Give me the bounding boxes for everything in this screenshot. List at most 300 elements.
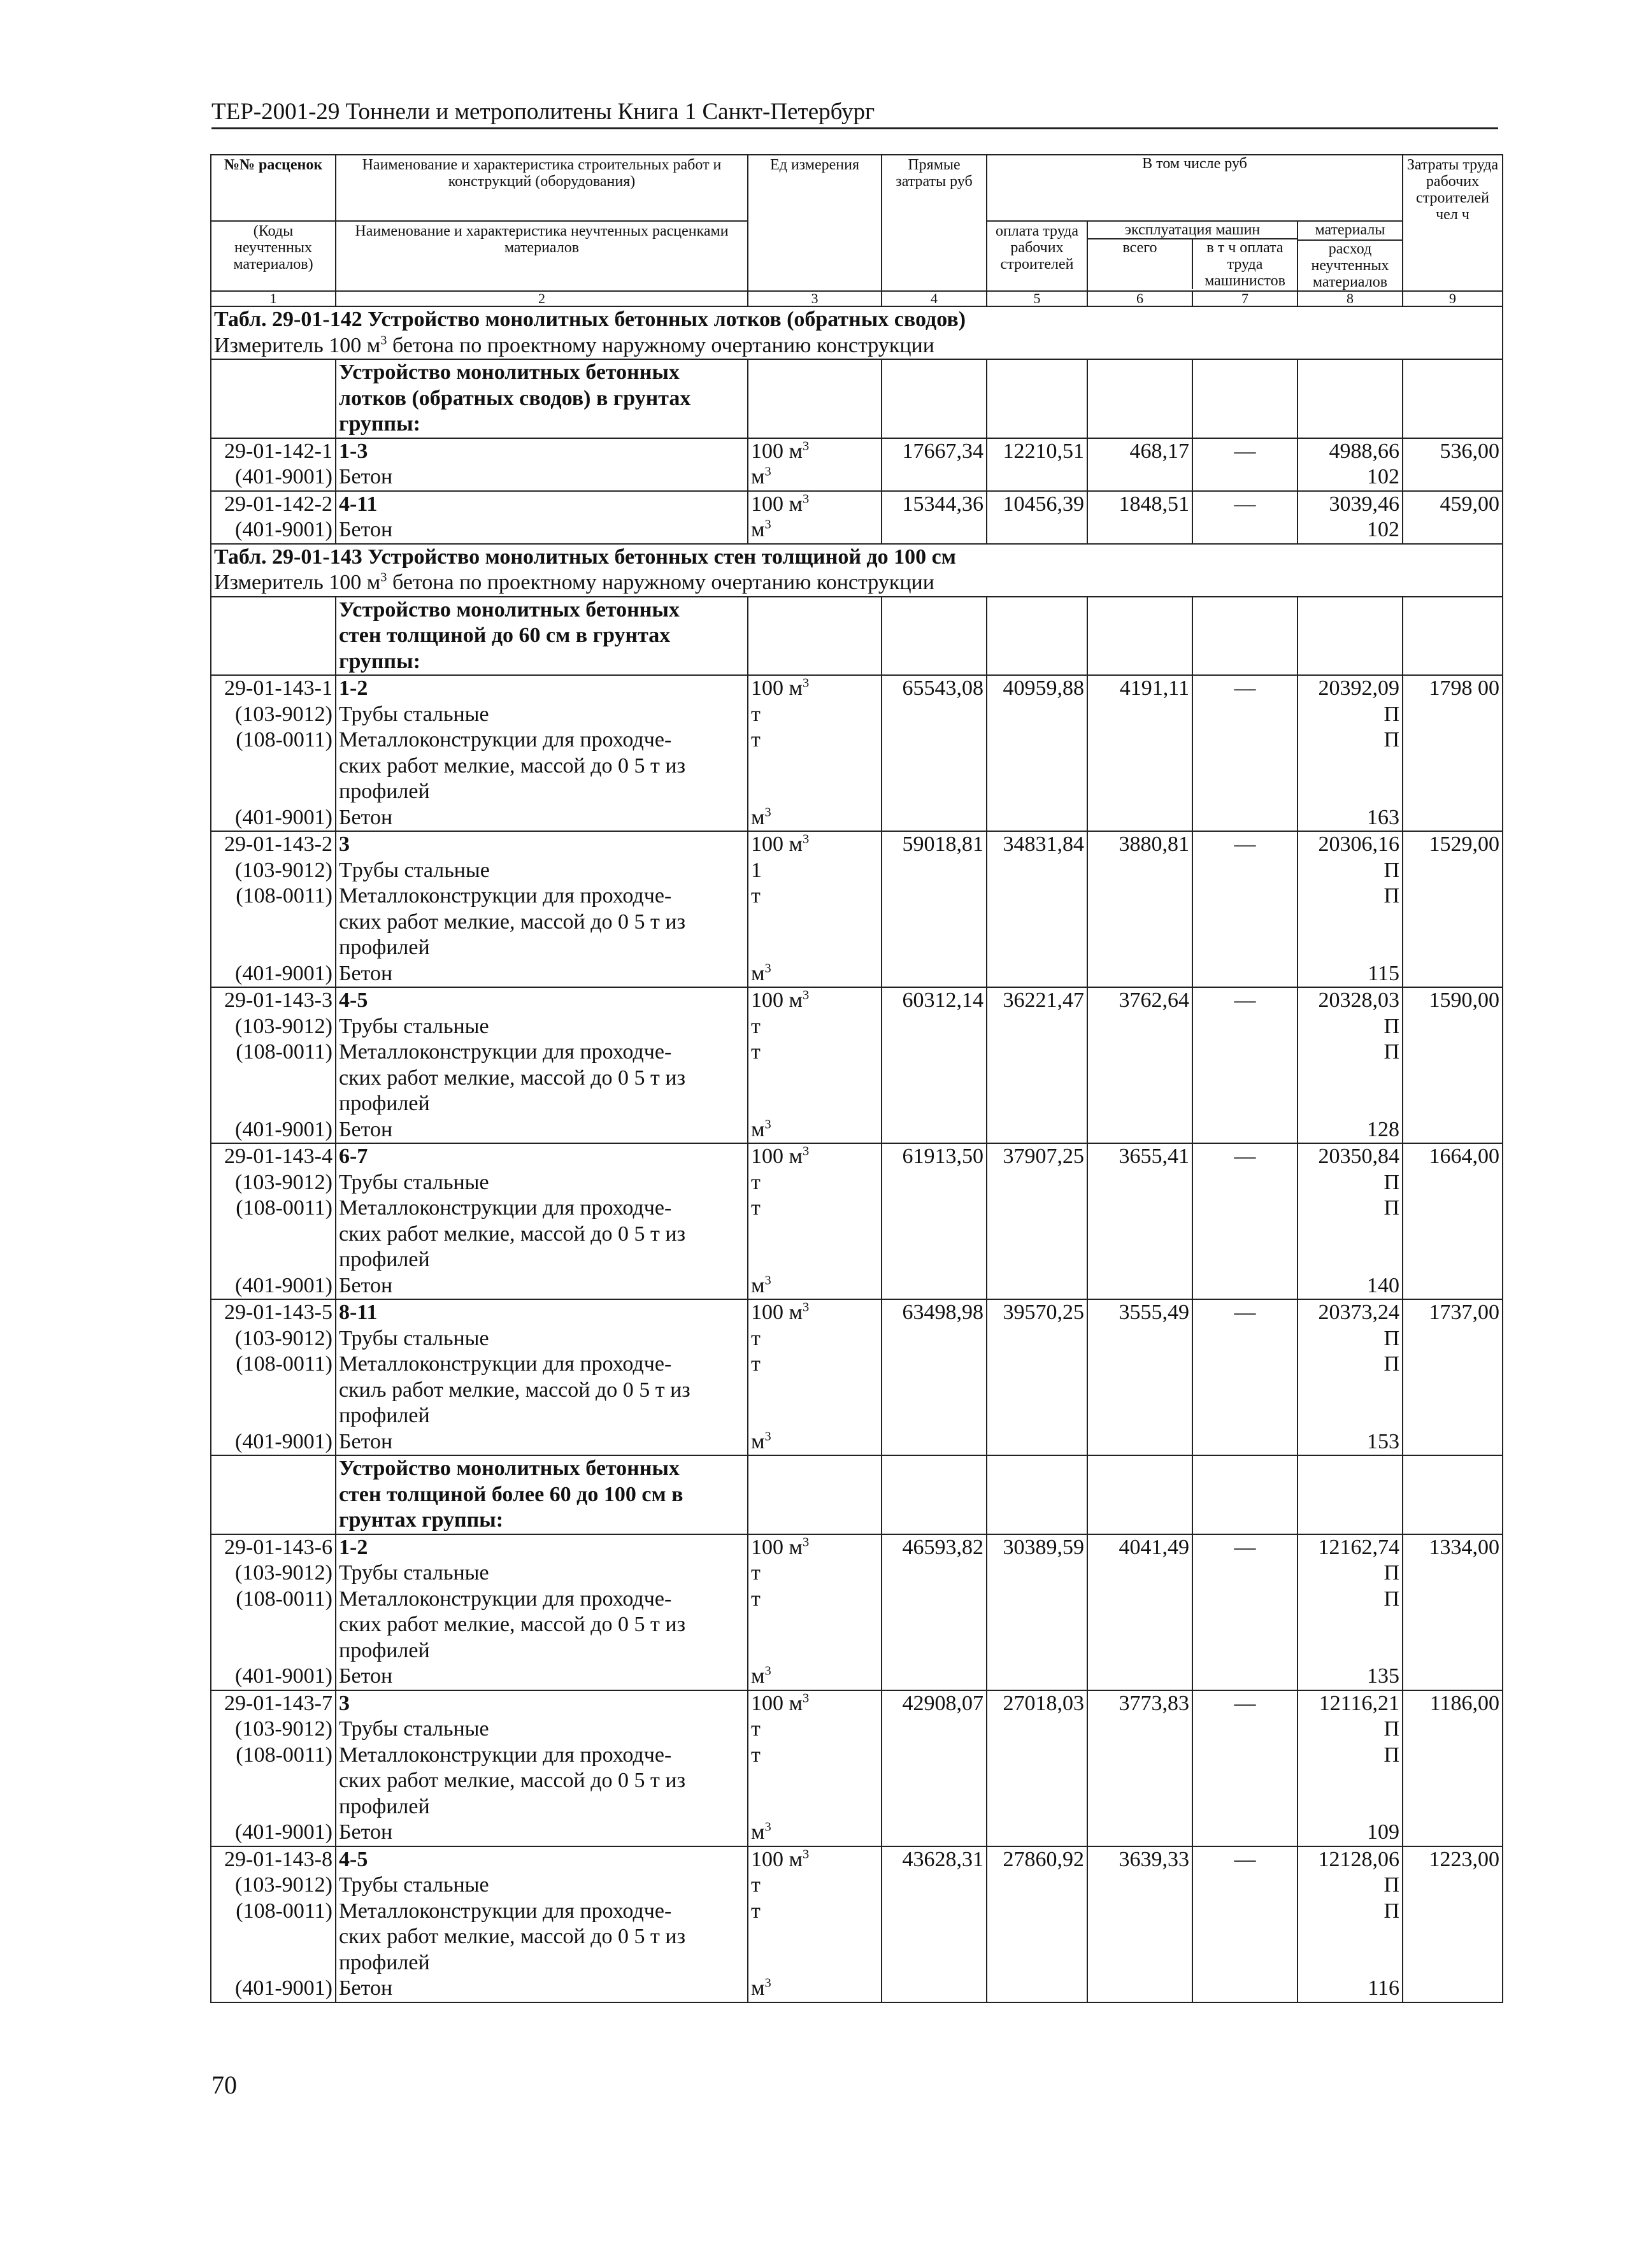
labor-pay: 27018,03 — [987, 1690, 1087, 1717]
direct-costs: 15344,36 — [882, 491, 987, 518]
material-consumption: П — [1298, 1716, 1403, 1743]
measure-text: бетона по проектному наружному очертанию конструкции — [387, 571, 934, 594]
material-consumption-text: П — [1383, 1899, 1399, 1923]
column-number-row — [211, 291, 1503, 306]
material-consumption — [1298, 1587, 1403, 1664]
material-unit — [748, 1664, 882, 1690]
group-heading-row — [211, 1455, 1503, 1534]
col-header-unit: Ед измерения — [748, 155, 882, 291]
material-row — [211, 883, 1503, 961]
unit-text: м — [751, 465, 765, 489]
section-header — [211, 544, 1503, 597]
col-header-materials — [1298, 221, 1403, 291]
material-code-text: (108-0011) — [236, 1587, 332, 1611]
labor-pay: 39570,25 — [987, 1299, 1087, 1326]
material-code: (401-9001) — [211, 464, 336, 491]
rate-unit — [748, 987, 882, 1014]
material-code: (401-9001) — [211, 1273, 336, 1300]
material-consumption: 128 — [1298, 1117, 1403, 1144]
material-code-text: (108-0011) — [236, 1743, 332, 1767]
rate-unit — [748, 1143, 882, 1170]
material-code: (103-9012) — [211, 702, 336, 728]
material-unit — [748, 702, 882, 728]
labor-hours: 536,00 — [1403, 438, 1503, 465]
labor-pay: 10456,39 — [987, 491, 1087, 518]
material-name — [336, 1664, 748, 1690]
group-heading-line: группы: — [339, 412, 420, 436]
material-name-line: профилей — [339, 1794, 430, 1818]
column-number: 2 — [336, 291, 748, 306]
group-heading-line: лотков (обратных сводов) в грунтах — [339, 386, 691, 410]
rate-row — [211, 491, 1503, 518]
material-unit — [748, 464, 882, 491]
material-name-line: профилей — [339, 1248, 430, 1271]
superscript: 3 — [803, 1691, 810, 1706]
material-code: (401-9001) — [211, 1820, 336, 1846]
material-name-text: Трубы стальные — [339, 1014, 489, 1038]
material-row — [211, 1117, 1503, 1144]
material-code — [211, 1039, 336, 1117]
table-body — [211, 306, 1503, 2002]
material-name-line: профилей — [339, 1950, 430, 1974]
material-consumption-text: П — [1383, 1743, 1399, 1767]
group-heading-line: стен толщиной более 60 до 100 см в — [339, 1482, 683, 1506]
material-unit — [748, 883, 882, 961]
group-heading-row — [211, 359, 1503, 438]
rate-row — [211, 675, 1503, 702]
material-code: (103-9012) — [211, 1560, 336, 1587]
superscript: 3 — [764, 1429, 771, 1444]
rate-soil-group: 1-2 — [336, 675, 748, 702]
superscript: 3 — [764, 464, 771, 479]
machines-total: 3773,83 — [1087, 1690, 1192, 1717]
rate-code: 29-01-143-3 — [211, 987, 336, 1014]
rate-code: 29-01-143-4 — [211, 1143, 336, 1170]
material-name-text: Бетон — [339, 1664, 393, 1688]
unit-text: т — [751, 1040, 761, 1064]
rate-code: 29-01-143-7 — [211, 1690, 336, 1717]
material-code — [211, 1899, 336, 1976]
material-row — [211, 1820, 1503, 1846]
section-measure — [214, 333, 1499, 359]
material-name — [336, 858, 748, 884]
material-row — [211, 1170, 1503, 1196]
machines-total: 3639,33 — [1087, 1846, 1192, 1873]
column-number: 3 — [748, 291, 882, 306]
rate-row — [211, 1690, 1503, 1717]
machines-total: 4041,49 — [1087, 1534, 1192, 1561]
labor-hours: 1186,00 — [1403, 1690, 1503, 1717]
material-unit — [748, 1039, 882, 1117]
unit-text: м — [751, 961, 765, 985]
material-unit — [748, 1273, 882, 1300]
machines-total: 3655,41 — [1087, 1143, 1192, 1170]
material-consumption-text: П — [1383, 1040, 1399, 1064]
superscript: 3 — [764, 1273, 771, 1288]
rate-soil-group: 3 — [336, 831, 748, 858]
material-unit — [748, 1429, 882, 1456]
machines-operator-pay: — — [1192, 675, 1298, 702]
material-name-line: Металлоконструкции для проходче- — [339, 1196, 672, 1220]
labor-hours: 1737,00 — [1403, 1299, 1503, 1326]
materials-cost: 20350,84 — [1298, 1143, 1403, 1170]
materials-cost: 20306,16 — [1298, 831, 1403, 858]
unit-text: м — [751, 1117, 765, 1141]
unit-text: 100 м — [751, 1145, 803, 1168]
unit-text: м — [751, 1664, 765, 1688]
materials-cost: 3039,46 — [1298, 491, 1403, 518]
group-heading — [336, 1455, 748, 1534]
material-name-line: ских работ мелкие, массой до 0 5 т из — [339, 1613, 686, 1636]
superscript: 3 — [380, 333, 387, 348]
material-name — [336, 1273, 748, 1300]
material-unit — [748, 1326, 882, 1352]
unit-text: 100 м — [751, 1301, 803, 1324]
labor-hours: 1664,00 — [1403, 1143, 1503, 1170]
materials-cost: 20328,03 — [1298, 987, 1403, 1014]
machines-total: 3762,64 — [1087, 987, 1192, 1014]
section-title: Табл. 29-01-142 Устройство монолитных бетонных лотков (обратных сводов) — [214, 308, 966, 331]
material-unit — [748, 1716, 882, 1743]
material-row — [211, 1429, 1503, 1456]
column-number: 5 — [987, 291, 1087, 306]
machines-total: 4191,11 — [1087, 675, 1192, 702]
column-number: 4 — [882, 291, 987, 306]
material-name-line: Металлоконструкции для проходче- — [339, 884, 672, 908]
material-row — [211, 1014, 1503, 1040]
col-header-machines-sub — [1088, 239, 1297, 289]
material-code: (401-9001) — [211, 805, 336, 832]
material-name-line: Металлоконструкции для проходче- — [339, 1587, 672, 1611]
group-heading-line: Устройство монолитных бетонных — [339, 597, 680, 622]
material-unit — [748, 1872, 882, 1899]
material-name-line: профилей — [339, 1638, 430, 1662]
unit-text: т — [751, 1196, 761, 1220]
unit-text: 1 — [751, 858, 762, 882]
material-consumption-text: П — [1383, 1587, 1399, 1611]
material-consumption: П — [1298, 1872, 1403, 1899]
col-header-machines-total: всего — [1088, 239, 1193, 289]
material-name-text: Бетон — [339, 961, 393, 985]
material-name-line: ских работ мелкие, массой до 0 5 т из — [339, 753, 686, 778]
unit-text: 100 м — [751, 439, 803, 463]
material-name-line: профилей — [339, 936, 430, 959]
material-code: (103-9012) — [211, 1326, 336, 1352]
unit-text: 100 м — [751, 988, 803, 1012]
group-heading-line: стен толщиной до 60 см в грунтах — [339, 624, 671, 647]
material-consumption: 135 — [1298, 1664, 1403, 1690]
unit-text: т — [751, 1561, 761, 1585]
direct-costs: 59018,81 — [882, 831, 987, 858]
material-consumption — [1298, 883, 1403, 961]
section-header-row — [211, 544, 1503, 597]
material-name — [336, 464, 748, 491]
machines-operator-pay: — — [1192, 1299, 1298, 1326]
material-consumption: П — [1298, 1560, 1403, 1587]
unit-text: м — [751, 1820, 765, 1844]
material-name-text: Трубы стальные — [339, 702, 489, 726]
labor-hours: 1334,00 — [1403, 1534, 1503, 1561]
material-unit — [748, 1170, 882, 1196]
page-number: 70 — [211, 2071, 237, 2099]
superscript: 3 — [803, 1535, 810, 1550]
material-unit — [748, 1014, 882, 1040]
material-row — [211, 1587, 1503, 1664]
material-name — [336, 1326, 748, 1352]
material-name — [336, 1039, 748, 1117]
material-name — [336, 1976, 748, 2002]
material-consumption — [1298, 1195, 1403, 1273]
rate-soil-group: 1-3 — [336, 438, 748, 465]
rate-unit — [748, 1846, 882, 1873]
superscript: 3 — [764, 805, 771, 820]
material-code — [211, 1743, 336, 1820]
direct-costs: 43628,31 — [882, 1846, 987, 1873]
labor-pay: 30389,59 — [987, 1534, 1087, 1561]
material-code: (103-9012) — [211, 858, 336, 884]
material-unit — [748, 1899, 882, 1976]
material-name — [336, 1352, 748, 1429]
material-consumption: П — [1298, 1014, 1403, 1040]
machines-total: 468,17 — [1087, 438, 1192, 465]
superscript: 3 — [380, 570, 387, 585]
material-name-line: профилей — [339, 1092, 430, 1115]
material-code: (401-9001) — [211, 1117, 336, 1144]
unit-text: т — [751, 1170, 761, 1194]
rate-code: 29-01-142-1 — [211, 438, 336, 465]
unit-text: 100 м — [751, 492, 803, 516]
rate-code: 29-01-143-5 — [211, 1299, 336, 1326]
rate-soil-group: 3 — [336, 1690, 748, 1717]
labor-pay: 27860,92 — [987, 1846, 1087, 1873]
material-consumption: 102 — [1298, 517, 1403, 544]
labor-hours: 1798 00 — [1403, 675, 1503, 702]
material-name — [336, 1429, 748, 1456]
material-row — [211, 858, 1503, 884]
material-name — [336, 1872, 748, 1899]
material-consumption — [1298, 1039, 1403, 1117]
material-row — [211, 1899, 1503, 1976]
material-name-line: Металлоконструкции для проходче- — [339, 1040, 672, 1064]
material-name-text: Трубы стальные — [339, 1717, 489, 1741]
material-name-line: скиљ работ мелкие, массой до 0 5 т из — [339, 1378, 690, 1402]
unit-text: м — [751, 1976, 765, 2000]
group-heading — [336, 597, 748, 676]
unit-text: 100 м — [751, 1691, 803, 1715]
material-name-line: ских работ мелкие, массой до 0 5 т из — [339, 909, 686, 934]
machines-total: 1848,51 — [1087, 491, 1192, 518]
material-code-text: (108-0011) — [236, 1040, 332, 1064]
unit-text: т — [751, 728, 761, 752]
column-number: 8 — [1298, 291, 1403, 306]
material-unit — [748, 1352, 882, 1429]
rate-code: 29-01-143-2 — [211, 831, 336, 858]
material-row — [211, 464, 1503, 491]
col-header-work-name: Наименование и характеристика строительных работ и конструкций (оборудования) — [336, 155, 748, 221]
superscript: 3 — [764, 1117, 771, 1132]
material-code: (401-9001) — [211, 961, 336, 988]
material-unit — [748, 1820, 882, 1846]
machines-operator-pay: — — [1192, 1690, 1298, 1717]
material-name-line: профилей — [339, 1404, 430, 1427]
labor-pay: 36221,47 — [987, 987, 1087, 1014]
material-row — [211, 1560, 1503, 1587]
col-header-machines-operators: в т ч оплата труда машинистов — [1205, 239, 1285, 289]
rate-unit — [748, 675, 882, 702]
unit-text: т — [751, 1717, 761, 1741]
material-unit — [748, 1587, 882, 1664]
material-code: (103-9012) — [211, 1014, 336, 1040]
rate-unit — [748, 491, 882, 518]
material-code-text: (108-0011) — [236, 1352, 332, 1376]
material-consumption-text: П — [1383, 884, 1399, 908]
material-name-line: Металлоконструкции для проходче- — [339, 1743, 672, 1767]
material-row — [211, 1872, 1503, 1899]
table-header — [211, 155, 1503, 306]
material-code: (401-9001) — [211, 517, 336, 544]
column-number: 1 — [211, 291, 336, 306]
col-header-material-codes: (Коды неучтенных материалов) — [211, 221, 336, 291]
unit-text: м — [751, 1429, 765, 1453]
material-name-text: Бетон — [339, 1429, 393, 1453]
material-name-text: Бетон — [339, 1273, 393, 1297]
material-consumption: 102 — [1298, 464, 1403, 491]
group-heading — [336, 359, 748, 438]
material-consumption: П — [1298, 1326, 1403, 1352]
unit-text: 100 м — [751, 832, 803, 856]
materials-cost: 12162,74 — [1298, 1534, 1403, 1561]
rate-unit — [748, 438, 882, 465]
superscript: 3 — [764, 1976, 771, 1990]
rate-soil-group: 4-11 — [336, 491, 748, 518]
col-header-labor-hours: Затраты труда рабочих строителей чел ч — [1403, 155, 1503, 291]
direct-costs: 60312,14 — [882, 987, 987, 1014]
material-consumption: П — [1298, 702, 1403, 728]
unit-text: т — [751, 1899, 761, 1923]
rate-soil-group: 4-5 — [336, 1846, 748, 1873]
material-consumption: 140 — [1298, 1273, 1403, 1300]
superscript: 3 — [803, 492, 810, 506]
rate-soil-group: 4-5 — [336, 987, 748, 1014]
group-heading-line: группы: — [339, 649, 420, 673]
material-name-line: ских работ мелкие, массой до 0 5 т из — [339, 1925, 686, 1948]
material-name-text: Бетон — [339, 1820, 393, 1844]
section-header — [211, 306, 1503, 359]
group-heading-row — [211, 597, 1503, 676]
material-name — [336, 805, 748, 832]
section-measure — [214, 570, 1499, 596]
superscript: 3 — [803, 1847, 810, 1862]
labor-hours: 1529,00 — [1403, 831, 1503, 858]
rate-unit — [748, 831, 882, 858]
material-code — [211, 727, 336, 805]
material-consumption: 163 — [1298, 805, 1403, 832]
material-row — [211, 727, 1503, 805]
column-number: 7 — [1192, 291, 1298, 306]
material-consumption — [1298, 1743, 1403, 1820]
running-header: ТЕР-2001-29 Тоннели и метрополитены Книга 1 Санкт-Петербург — [211, 98, 1498, 129]
column-number: 6 — [1087, 291, 1192, 306]
material-consumption: 116 — [1298, 1976, 1403, 2002]
material-name — [336, 1743, 748, 1820]
material-consumption — [1298, 1352, 1403, 1429]
material-name-text: Tрубы стальные — [339, 858, 490, 882]
rate-row — [211, 987, 1503, 1014]
rate-code: 29-01-143-8 — [211, 1846, 336, 1873]
material-consumption — [1298, 1899, 1403, 1976]
direct-costs: 63498,98 — [882, 1299, 987, 1326]
rate-row — [211, 1534, 1503, 1561]
section-header-row — [211, 306, 1503, 359]
superscript: 3 — [764, 1664, 771, 1678]
material-unit — [748, 858, 882, 884]
material-row — [211, 1664, 1503, 1690]
unit-text: т — [751, 884, 761, 908]
material-name — [336, 1014, 748, 1040]
direct-costs: 61913,50 — [882, 1143, 987, 1170]
unit-text: т — [751, 1352, 761, 1376]
material-code-text: (108-0011) — [236, 1899, 332, 1923]
machines-operator-pay: — — [1192, 438, 1298, 465]
material-unit — [748, 1976, 882, 2002]
material-unit — [748, 1117, 882, 1144]
superscript: 3 — [803, 1300, 810, 1315]
unit-text: т — [751, 1873, 761, 1897]
material-name — [336, 702, 748, 728]
col-header-machines-group: эксплуатация машин — [1088, 222, 1297, 239]
rate-row — [211, 1299, 1503, 1326]
unit-text: 100 м — [751, 1535, 803, 1559]
material-row — [211, 702, 1503, 728]
material-name-text: Трубы стальные — [339, 1326, 489, 1350]
price-table — [210, 154, 1503, 2003]
material-code — [211, 1352, 336, 1429]
material-row — [211, 1352, 1503, 1429]
material-row — [211, 805, 1503, 832]
material-consumption — [1298, 727, 1403, 805]
material-row — [211, 1039, 1503, 1117]
material-code-text: (108-0011) — [236, 728, 332, 752]
unit-text: м — [751, 518, 765, 541]
material-consumption-text: П — [1383, 728, 1399, 752]
unit-text: т — [751, 1014, 761, 1038]
direct-costs: 65543,08 — [882, 675, 987, 702]
material-row — [211, 961, 1503, 988]
machines-operator-pay: — — [1192, 1846, 1298, 1873]
material-unit — [748, 517, 882, 544]
material-name — [336, 1587, 748, 1664]
material-name-text: Бетон — [339, 518, 393, 541]
unit-text: м — [751, 805, 765, 829]
direct-costs: 17667,34 — [882, 438, 987, 465]
material-row — [211, 1716, 1503, 1743]
col-header-materials-bottom: расход неучтенных материалов — [1311, 241, 1389, 290]
material-consumption: 115 — [1298, 961, 1403, 988]
col-header-labor-pay: оплата труда рабочих строителей — [987, 221, 1087, 291]
labor-hours: 1590,00 — [1403, 987, 1503, 1014]
rate-code: 29-01-142-2 — [211, 491, 336, 518]
superscript: 3 — [764, 517, 771, 532]
unit-text: м — [751, 1273, 765, 1297]
rate-row — [211, 831, 1503, 858]
labor-pay: 40959,88 — [987, 675, 1087, 702]
machines-operator-pay: — — [1192, 491, 1298, 518]
material-name-text: Бетон — [339, 1976, 393, 2000]
rate-unit — [748, 1690, 882, 1717]
measure-text: Измеритель 100 м — [214, 571, 381, 594]
material-unit — [748, 1743, 882, 1820]
rate-unit — [748, 1299, 882, 1326]
